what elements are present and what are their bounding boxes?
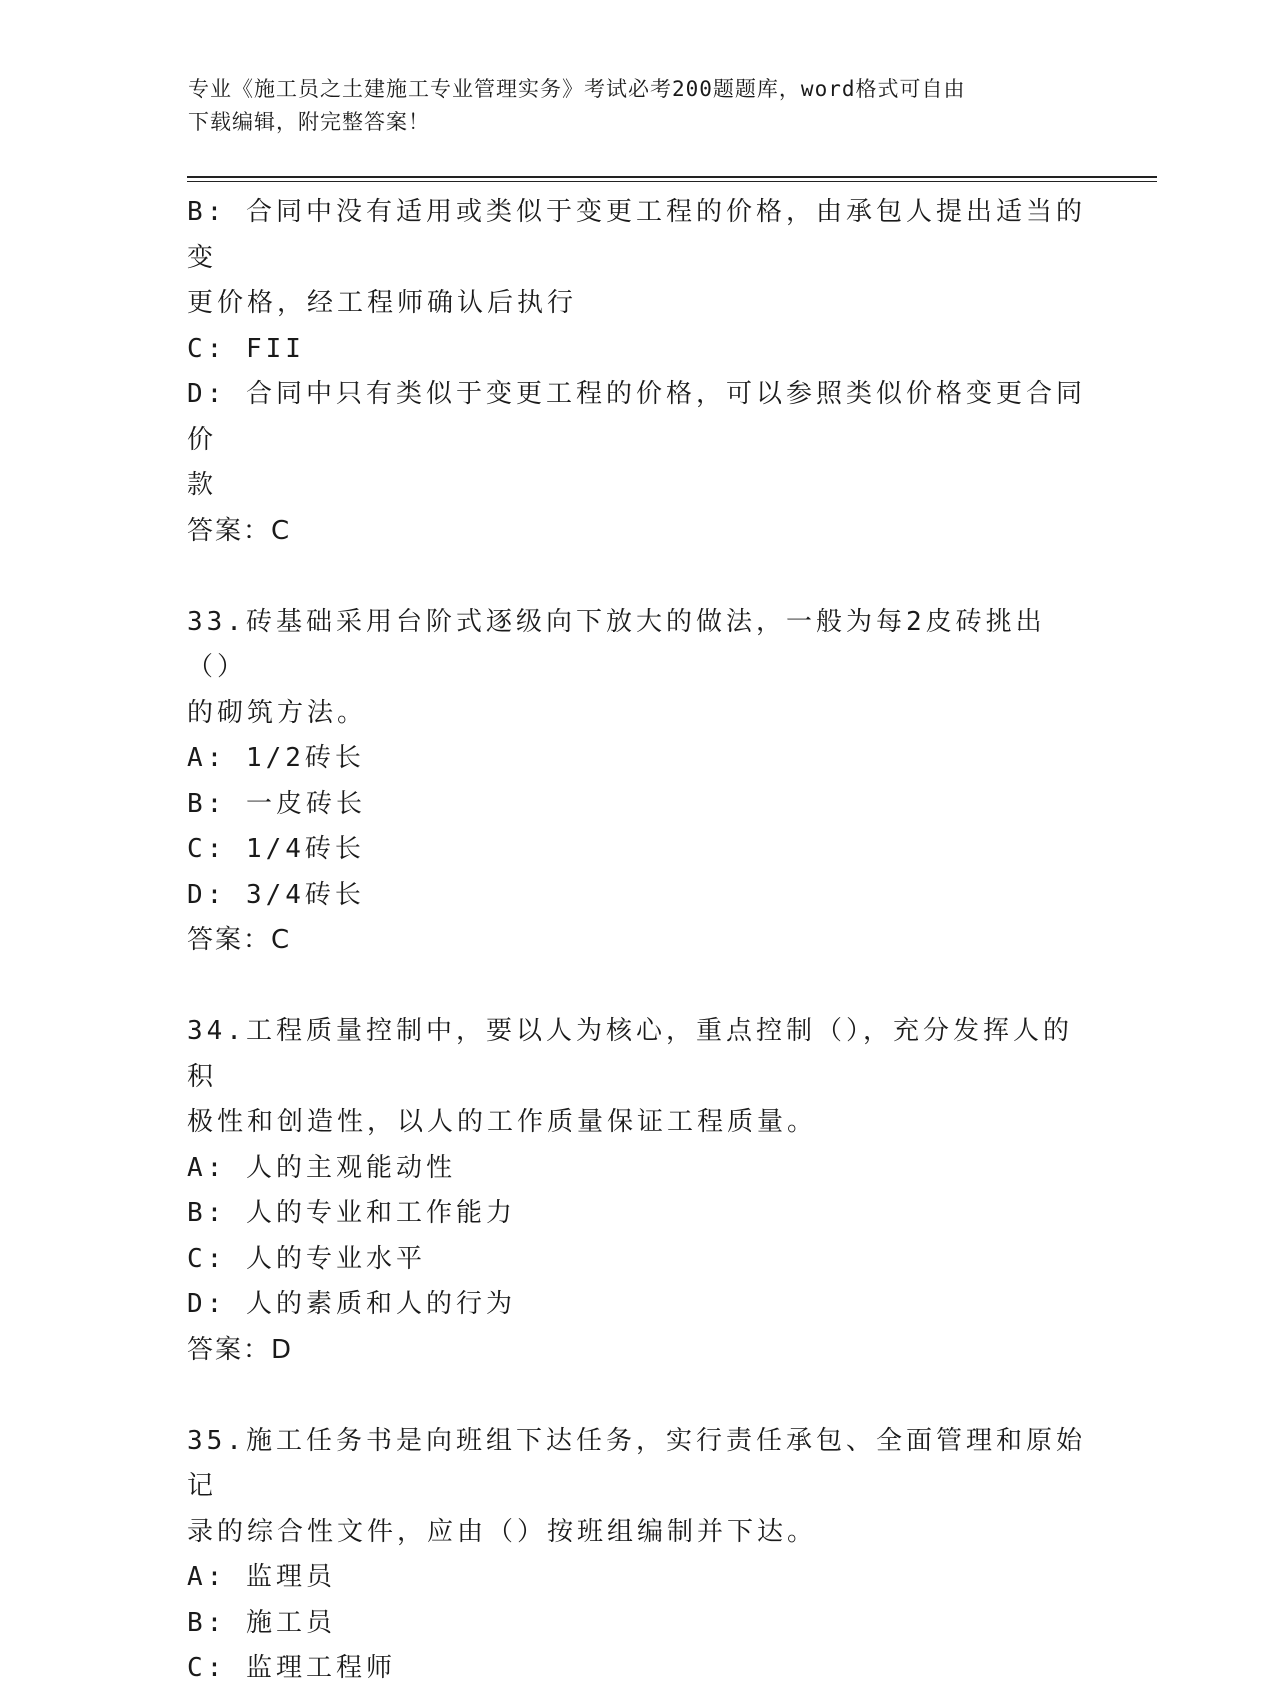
option-d: D: 人的素质和人的行为 xyxy=(187,1289,516,1319)
option-line-continued: 更价格，经工程师确认后执行 xyxy=(187,288,578,318)
spacer xyxy=(187,554,1087,600)
question-stem-continued: 极性和创造性，以人的工作质量保证工程质量。 xyxy=(187,1107,818,1137)
header-divider xyxy=(187,176,1157,182)
question-32-continued xyxy=(187,190,1087,554)
question-stem: 33.砖基础采用台阶式逐级向下放大的做法，一般为每2皮砖挑出（） xyxy=(187,606,1046,682)
option-line: D: 合同中只有类似于变更工程的价格，可以参照类似价格变更合同价 xyxy=(187,379,1086,455)
question-stem: 34.工程质量控制中，要以人为核心，重点控制（），充分发挥人的积 xyxy=(187,1016,1073,1092)
option-b: B: 人的专业和工作能力 xyxy=(187,1198,516,1228)
spacer xyxy=(187,964,1087,1010)
option-line: C: FII xyxy=(187,333,305,364)
answer-line: 答案：D xyxy=(187,1334,294,1365)
option-line: B: 合同中没有适用或类似于变更工程的价格，由承包人提出适当的变 xyxy=(187,197,1086,273)
question-stem-continued: 的砌筑方法。 xyxy=(187,697,368,728)
option-b: B: 施工员 xyxy=(187,1607,336,1638)
header-line-2: 下载编辑，附完整答案！ xyxy=(188,110,430,134)
answer-line: 答案：C xyxy=(187,515,292,546)
document-body xyxy=(187,190,1087,1692)
answer-line: 答案：C xyxy=(187,925,292,955)
option-line-continued: 款 xyxy=(187,470,218,500)
option-a: A: 监理员 xyxy=(187,1562,336,1592)
question-33 xyxy=(187,600,1087,964)
question-stem-continued: 录的综合性文件，应由（）按班组编制并下达。 xyxy=(187,1516,818,1547)
question-35 xyxy=(187,1419,1087,1692)
spacer xyxy=(187,1373,1087,1419)
option-c: C: 1/4砖长 xyxy=(187,834,365,864)
header-line-1: 专业《施工员之土建施工专业管理实务》考试必考200题题库，word格式可自由 xyxy=(188,77,966,101)
option-c: C: 人的专业水平 xyxy=(187,1243,426,1274)
option-a: A: 1/2砖长 xyxy=(187,743,365,773)
question-stem: 35.施工任务书是向班组下达任务，实行责任承包、全面管理和原始记 xyxy=(187,1425,1086,1501)
option-a: A: 人的主观能动性 xyxy=(187,1152,456,1183)
question-34 xyxy=(187,1009,1087,1373)
document-header xyxy=(188,73,1068,139)
option-c: C: 监理工程师 xyxy=(187,1653,396,1683)
option-d: D: 3/4砖长 xyxy=(187,879,365,910)
option-b: B: 一皮砖长 xyxy=(187,788,366,819)
